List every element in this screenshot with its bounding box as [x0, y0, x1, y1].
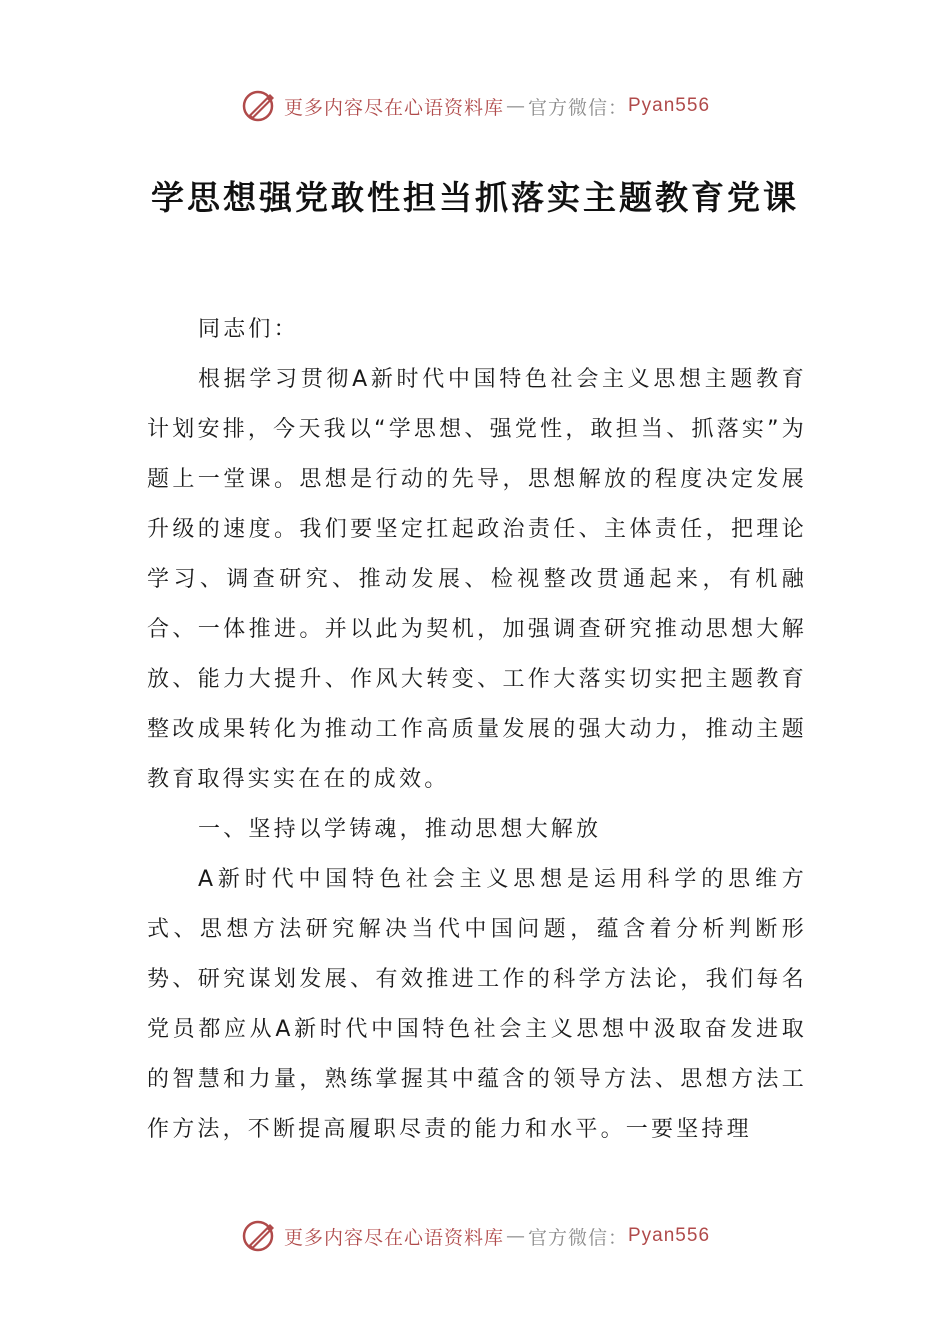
- watermark-wechat-id: Pyan556: [628, 95, 711, 116]
- footer-watermark: [0, 1216, 950, 1256]
- paragraph-greeting: 同志们：: [198, 317, 299, 342]
- pen-logo-icon: [240, 1216, 280, 1256]
- document-body: [147, 305, 807, 1155]
- paragraph-section-1: A新时代中国特色社会主义思想是运用科学的思维方式、思想方法研究解决当代中国问题，蕴含着分析判断形势、研究谋划发展、有效推进工作的科学方法论，我们每名党员都应从A新时代中国特色社会主义思想中汲取奋发进取的智慧和力量，熟练掌握其中蕴含的领导方法、思想方法工作方法，不断提高履职尽责的能力和水平。一要坚持理: [147, 867, 807, 1142]
- watermark-label: 官方微信：: [527, 1226, 628, 1249]
- watermark-wechat-id: Pyan556: [628, 1225, 711, 1246]
- watermark-text: 更多内容尽在心语资料库: [283, 96, 504, 119]
- paragraph-intro: 根据学习贯彻A新时代中国特色社会主义思想主题教育计划安排，今天我以“学思想、强党性，敢担当、抓落实”为题上一堂课。思想是行动的先导，思想解放的程度决定发展升级的速度。我们要坚定扛起政治责任、主体责任，把理论学习、调查研究、推动发展、检视整改贯通起来，有机融合、一体推进。并以此为契机，加强调查研究推动思想大解放、能力大提升、作风大转变、工作大落实切实把主题教育整改成果转化为推动工作高质量发展的强大动力，推动主题教育取得实实在在的成效。: [147, 367, 807, 792]
- document-title: 学思想强党敢性担当抓落实主题教育党课: [151, 178, 799, 217]
- watermark-text: 更多内容尽在心语资料库: [283, 1226, 504, 1249]
- watermark-dash: —: [505, 95, 526, 117]
- section-heading-1: 一、坚持以学铸魂，推动思想大解放: [198, 817, 602, 842]
- pen-logo-icon: [240, 86, 280, 126]
- watermark-label: 官方微信：: [527, 96, 628, 119]
- header-watermark: [0, 86, 950, 126]
- watermark-dash: —: [505, 1225, 526, 1247]
